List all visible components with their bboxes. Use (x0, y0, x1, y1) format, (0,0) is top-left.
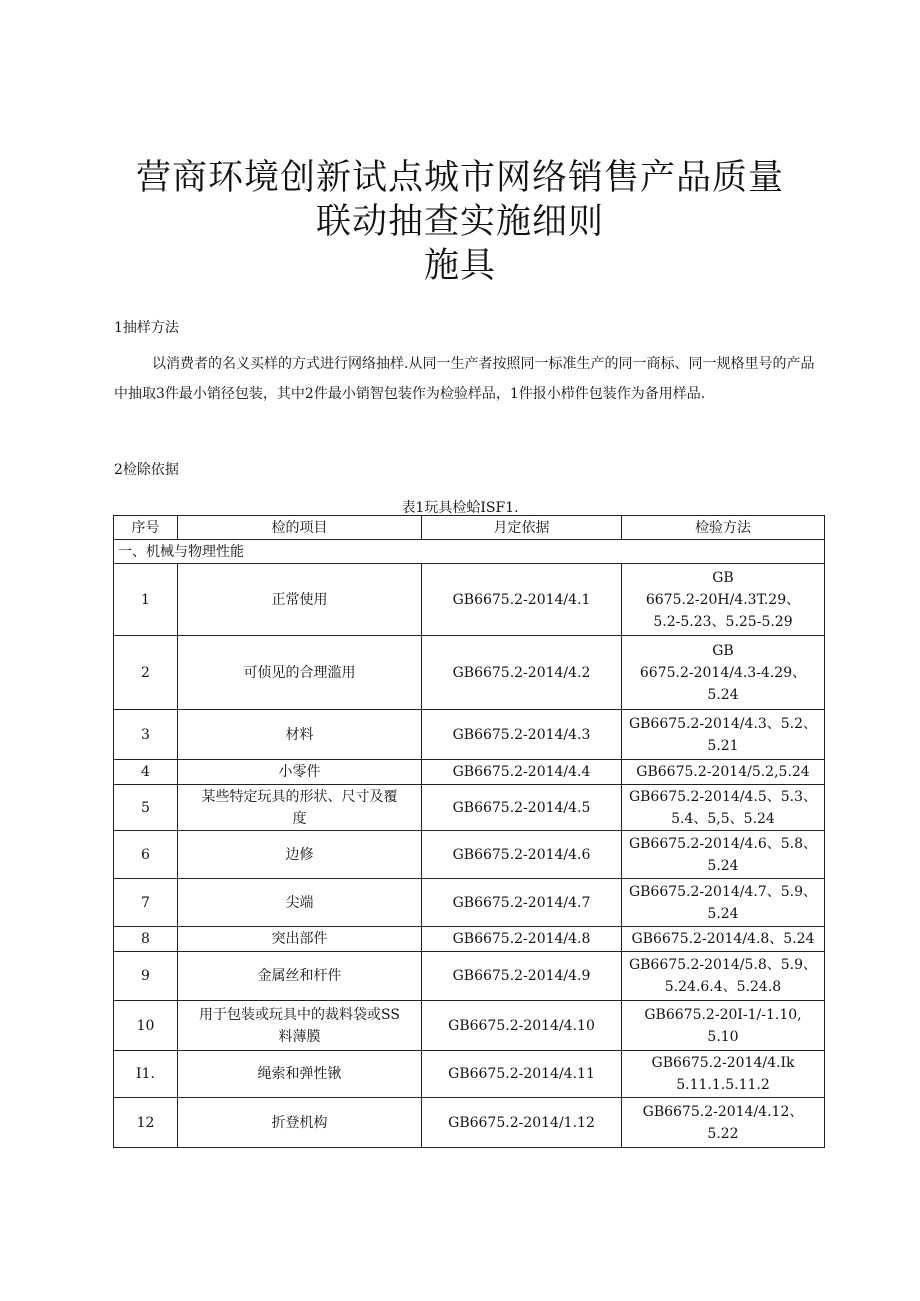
table-row (114, 785, 825, 831)
row-test-method: GB6675.2-2014/4.12、 5.22 (622, 1098, 825, 1148)
row-serial-number: 2 (114, 636, 178, 710)
sampling-method-paragraph: 以消费者的名义买样的方式进行网络抽样.从同一生产者按照同一标准生产的同一商标、同一规格里号的产品中抽取3件最小销径包装，其中2件最小销智包装作为检验样品，1件报小栉件包装作为备用样品. (114, 356, 815, 402)
row-serial-number: 9 (114, 952, 178, 1001)
row-serial-number: 3 (114, 710, 178, 760)
inspection-items-table (113, 515, 825, 1148)
table-row (114, 760, 825, 785)
row-test-method: GB6675.2-2014/5.2,5.24 (622, 760, 825, 785)
table-row (114, 564, 825, 636)
row-inspection-item: 某些特定玩具的形状、尺寸及覆 度 (178, 785, 422, 831)
table-row (114, 636, 825, 710)
row-inspection-item: 正常使用 (178, 564, 422, 636)
row-standard-basis: GB6675.2-2014/4.6 (422, 831, 622, 879)
row-inspection-item: 材料 (178, 710, 422, 760)
sampling-method-heading: 1抽样方法 (114, 320, 179, 336)
section-row-mechanical-physical: 一、机械与物理性能 (114, 540, 825, 564)
row-standard-basis: GB6675.2-2014/1.12 (422, 1098, 622, 1148)
row-test-method: GB6675.2-2014/4.6、5.8、 5.24 (622, 831, 825, 879)
row-inspection-item: 折登机构 (178, 1098, 422, 1148)
table-row (114, 1051, 825, 1098)
row-standard-basis: GB6675.2-2014/4.10 (422, 1001, 622, 1051)
row-test-method: GB 6675.2-20H/4.3T.29、 5.2-5.23、5.25-5.29 (622, 564, 825, 636)
row-inspection-item: 小零件 (178, 760, 422, 785)
row-inspection-item: 可侦见的合理滥用 (178, 636, 422, 710)
document-title-line-3: 施具 (423, 246, 496, 286)
table-row (114, 831, 825, 879)
row-serial-number: 5 (114, 785, 178, 831)
row-standard-basis: GB6675.2-2014/4.2 (422, 636, 622, 710)
table-row (114, 1001, 825, 1051)
row-standard-basis: GB6675.2-2014/4.11 (422, 1051, 622, 1098)
row-test-method: GB6675.2-2014/4.5、5.3、 5.4、5,5、5.24 (622, 785, 825, 831)
row-test-method: GB6675.2-2014/4.Ik 5.11.1.5.11.2 (622, 1051, 825, 1098)
row-standard-basis: GB6675.2-2014/4.5 (422, 785, 622, 831)
header-standard-basis: 月定依据 (422, 516, 622, 540)
table-row (114, 1098, 825, 1148)
row-serial-number: 10 (114, 1001, 178, 1051)
row-serial-number: 1 (114, 564, 178, 636)
row-test-method: GB 6675.2-2014/4.3-4.29、 5.24 (622, 636, 825, 710)
row-standard-basis: GB6675.2-2014/4.7 (422, 879, 622, 927)
row-serial-number: 8 (114, 927, 178, 952)
header-test-method: 检验方法 (622, 516, 825, 540)
row-test-method: GB6675.2-2014/4.8、5.24 (622, 927, 825, 952)
row-inspection-item: 突出部件 (178, 927, 422, 952)
row-inspection-item: 绳索和弹性锹 (178, 1051, 422, 1098)
table-row (114, 879, 825, 927)
row-inspection-item: 边修 (178, 831, 422, 879)
row-test-method: GB6675.2-20I-1/-1.10, 5.10 (622, 1001, 825, 1051)
row-standard-basis: GB6675.2-2014/4.1 (422, 564, 622, 636)
row-serial-number: 6 (114, 831, 178, 879)
row-standard-basis: GB6675.2-2014/4.8 (422, 927, 622, 952)
row-test-method: GB6675.2-2014/4.3、5.2、 5.21 (622, 710, 825, 760)
table-row (114, 952, 825, 1001)
row-inspection-item: 金属丝和杆件 (178, 952, 422, 1001)
table-row (114, 927, 825, 952)
row-test-method: GB6675.2-2014/4.7、5.9、 5.24 (622, 879, 825, 927)
row-inspection-item: 尖端 (178, 879, 422, 927)
header-serial-number: 序号 (114, 516, 178, 540)
row-test-method: GB6675.2-2014/5.8、5.9、 5.24.6.4、5.24.8 (622, 952, 825, 1001)
row-serial-number: 4 (114, 760, 178, 785)
row-standard-basis: GB6675.2-2014/4.4 (422, 760, 622, 785)
inspection-basis-heading: 2检除依据 (114, 462, 179, 478)
document-title-line-2: 联动抽查实施细则 (315, 202, 604, 242)
document-title-line-1: 营商环境创新试点城市网络销售产品质量 (135, 158, 784, 198)
row-serial-number: 12 (114, 1098, 178, 1148)
row-serial-number: I1. (114, 1051, 178, 1098)
table-row (114, 710, 825, 760)
row-standard-basis: GB6675.2-2014/4.3 (422, 710, 622, 760)
row-inspection-item: 用于包装或玩具中的裁料袋或SS 料薄膜 (178, 1001, 422, 1051)
row-standard-basis: GB6675.2-2014/4.9 (422, 952, 622, 1001)
header-inspection-item: 检的项目 (178, 516, 422, 540)
row-serial-number: 7 (114, 879, 178, 927)
table-caption: 表1玩具检蛤ISF1. (401, 500, 519, 516)
